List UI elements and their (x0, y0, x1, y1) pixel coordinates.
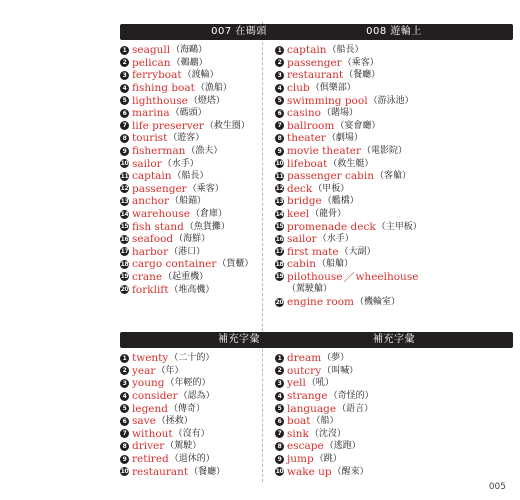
english-word: bridge (287, 195, 322, 208)
item-number-badge: 1 (120, 354, 129, 363)
item-number-badge: 9 (275, 147, 284, 156)
vocab-list (275, 352, 513, 478)
item-number-badge: 3 (275, 379, 284, 388)
vocab-row (275, 415, 513, 428)
chinese-translation: （拯救） (156, 416, 193, 427)
item-number-badge: 13 (275, 197, 284, 205)
english-word: movie theater (287, 145, 362, 158)
vocab-row (275, 440, 513, 453)
chinese-translation: （救生圈） (204, 120, 250, 131)
english-word: jump (287, 453, 314, 466)
english-word: lifeboat (287, 157, 328, 170)
vocab-row (275, 453, 513, 466)
item-number-badge: 7 (275, 121, 284, 130)
item-number-badge: 16 (275, 235, 284, 243)
item-number-badge: 8 (120, 134, 129, 143)
english-word: sailor (287, 233, 317, 246)
item-number-badge: 7 (120, 429, 129, 438)
chinese-translation: （宴會廳） (335, 120, 381, 131)
item-number-badge: 3 (120, 379, 129, 388)
chinese-translation: （大副） (339, 246, 376, 257)
item-number-badge: 2 (120, 58, 129, 67)
slash-separator: ／ (343, 270, 355, 284)
chinese-translation: （漁夫） (186, 146, 223, 157)
chinese-translation: （漁船） (195, 83, 232, 94)
english-word: young (132, 377, 165, 390)
item-number-badge: 20 (120, 286, 129, 294)
item-number-badge: 6 (120, 417, 129, 426)
item-number-badge: 14 (120, 210, 129, 218)
chinese-translation: （主甲板） (376, 221, 422, 232)
section-supplementary-vocab-right (275, 332, 513, 478)
chinese-translation: （奇怪的） (328, 391, 374, 402)
english-word: forklift (132, 283, 169, 296)
english-word: twenty (132, 352, 169, 365)
vocab-row (275, 82, 513, 95)
item-number-badge: 4 (120, 392, 129, 401)
chinese-translation: （退休的） (169, 454, 215, 465)
vocab-row (275, 57, 513, 70)
item-number-badge: 5 (275, 96, 284, 105)
english-word: warehouse (132, 208, 190, 221)
english-word: legend (132, 402, 168, 415)
english-word: anchor (132, 195, 170, 208)
chinese-translation: （跳） (314, 454, 342, 465)
item-number-badge: 2 (275, 366, 284, 375)
vocab-row (275, 145, 513, 158)
english-word: wake up (287, 465, 332, 478)
item-number-badge: 2 (120, 366, 129, 375)
chinese-translation: （駕駛） (165, 441, 202, 452)
english-word: restaurant (287, 69, 344, 82)
vocab-row (275, 170, 513, 183)
chinese-translation: （劇場） (326, 133, 363, 144)
section-header: 007 在碼頭 (120, 24, 358, 40)
vocab-row (275, 246, 513, 259)
english-word: captain (287, 44, 327, 57)
english-word: pelican (132, 56, 171, 69)
english-word: crane (132, 270, 163, 283)
chinese-translation: （乘客） (187, 183, 224, 194)
english-word: seagull (132, 44, 171, 57)
chinese-translation: （叫喊） (322, 365, 359, 376)
english-word: yell (287, 377, 306, 390)
english-word: passenger (287, 56, 342, 69)
english-word: fisherman (132, 145, 186, 158)
item-number-badge: 11 (275, 172, 284, 180)
chinese-translation: （艦橋） (322, 196, 359, 207)
item-number-badge: 17 (120, 248, 129, 256)
vocab-row (275, 428, 513, 441)
chinese-translation: （海鷗） (171, 45, 208, 56)
item-number-badge: 10 (120, 468, 129, 476)
english-word: language (287, 402, 337, 415)
chinese-translation: （傳奇） (169, 403, 206, 414)
chinese-translation: （遊客） (168, 133, 205, 144)
section-header: 補充字彙 (120, 332, 358, 348)
chinese-translation: （賭場） (321, 108, 358, 119)
english-word: harbor (132, 245, 169, 258)
vocab-row (275, 208, 513, 221)
item-number-badge: 6 (120, 109, 129, 118)
english-word: driver (132, 440, 165, 453)
chinese-translation: （鵜鶘） (171, 57, 208, 68)
vocab-row (275, 220, 513, 233)
chinese-translation: （船） (311, 416, 339, 427)
vocab-row (275, 233, 513, 246)
chinese-translation: （逃跑） (324, 441, 361, 452)
chinese-translation: （水手） (317, 234, 354, 245)
chinese-translation: （游泳池） (368, 95, 414, 106)
english-word: cabin (287, 258, 316, 271)
english-word: escape (287, 440, 324, 453)
vocab-row (275, 402, 513, 415)
chinese-translation: （甲板） (313, 183, 350, 194)
english-word: captain (132, 170, 172, 183)
english-word: dream (287, 352, 322, 365)
english-word: save (132, 415, 156, 428)
chinese-translation: （醒來） (332, 466, 369, 477)
chinese-translation: （認為） (178, 391, 215, 402)
english-word: life preserver (132, 119, 204, 132)
item-number-badge: 9 (120, 455, 129, 464)
item-number-badge: 13 (120, 197, 129, 205)
section-on-the-cruise-ship (275, 24, 513, 308)
item-number-badge: 20 (275, 298, 284, 306)
chinese-translation: （吼） (306, 378, 334, 389)
item-number-badge: 4 (120, 84, 129, 93)
english-word: deck (287, 182, 313, 195)
english-word: ferryboat (132, 69, 182, 82)
vocab-list (275, 44, 513, 308)
chinese-translation: （港口） (169, 246, 206, 257)
english-word: marina (132, 107, 170, 120)
chinese-translation: （水手） (162, 158, 199, 169)
vocab-row (275, 183, 513, 196)
item-number-badge: 5 (120, 96, 129, 105)
item-number-badge: 1 (275, 46, 284, 55)
vocab-row (275, 352, 513, 365)
item-number-badge: 2 (275, 58, 284, 67)
english-word: promenade deck (287, 220, 376, 233)
item-number-badge: 14 (275, 210, 284, 218)
english-word: fishing boat (132, 82, 195, 95)
english-word: restaurant (132, 465, 189, 478)
item-number-badge: 4 (275, 84, 284, 93)
chinese-translation: （船艙） (316, 259, 353, 270)
english-word-alt: wheelhouse (355, 270, 419, 283)
vocab-row (275, 157, 513, 170)
item-number-badge: 18 (120, 260, 129, 268)
vocab-row (275, 271, 513, 284)
item-number-badge: 6 (275, 417, 284, 426)
vocab-row (275, 258, 513, 271)
item-number-badge: 1 (275, 354, 284, 363)
chinese-translation: （乘客） (342, 57, 379, 68)
chinese-translation: （海鮮） (174, 234, 211, 245)
chinese-translation: （二十的） (169, 353, 215, 364)
chinese-translation: （餐廳） (189, 466, 226, 477)
chinese-translation: （堆高機） (169, 284, 215, 295)
english-word: year (132, 364, 156, 377)
item-number-badge: 11 (120, 172, 129, 180)
item-number-badge: 18 (275, 260, 284, 268)
item-number-badge: 15 (120, 223, 129, 231)
vocab-row (275, 44, 513, 57)
item-number-badge: 10 (275, 160, 284, 168)
section-header: 補充字彙 (275, 332, 513, 348)
item-number-badge: 9 (120, 147, 129, 156)
english-word: first mate (287, 245, 339, 258)
item-number-badge: 12 (275, 185, 284, 193)
chinese-translation: （夢） (322, 353, 350, 364)
item-number-badge: 16 (120, 235, 129, 243)
item-number-badge: 4 (275, 392, 284, 401)
english-word: ballroom (287, 119, 335, 132)
item-number-badge: 19 (120, 273, 129, 281)
english-word: keel (287, 208, 310, 221)
chinese-translation: （沒有） (173, 428, 210, 439)
chinese-translation: （碼頭） (170, 108, 207, 119)
english-word: theater (287, 132, 326, 145)
chinese-translation: （起重機） (163, 271, 209, 282)
english-word: sailor (132, 157, 162, 170)
vocab-row (275, 132, 513, 145)
english-word: casino (287, 107, 321, 120)
vocab-row (275, 390, 513, 403)
page-number: 005 (488, 482, 506, 492)
english-word: pilothouse (287, 270, 343, 283)
chinese-translation: （駕駛艙） (287, 284, 333, 295)
vocab-row (275, 377, 513, 390)
vocab-row (275, 120, 513, 133)
chinese-translation: （船錨） (170, 196, 207, 207)
chinese-translation: （龍骨） (310, 209, 347, 220)
chinese-translation: （沈沒） (309, 428, 346, 439)
english-word: swimming pool (287, 94, 368, 107)
chinese-translation: （救生艇） (328, 158, 374, 169)
english-word: strange (287, 390, 328, 403)
item-number-badge: 8 (275, 442, 284, 451)
english-word: outcry (287, 364, 322, 377)
english-word: tourist (132, 132, 168, 145)
english-word: cargo container (132, 258, 217, 271)
item-number-badge: 7 (120, 121, 129, 130)
vocab-row (275, 465, 513, 478)
chinese-translation: （年） (156, 365, 184, 376)
item-number-badge: 12 (120, 185, 129, 193)
vocab-row (275, 107, 513, 120)
vocab-row (275, 296, 513, 309)
chinese-translation: （語言） (337, 403, 374, 414)
item-number-badge: 6 (275, 109, 284, 118)
chinese-translation: （年輕的） (165, 378, 211, 389)
item-number-badge: 10 (120, 160, 129, 168)
english-word: seafood (132, 233, 174, 246)
chinese-translation: （餐廳） (344, 70, 381, 81)
english-word: fish stand (132, 220, 184, 233)
vocab-row (275, 365, 513, 378)
chinese-translation: （貨櫃） (217, 259, 254, 270)
chinese-translation: （船長） (172, 171, 209, 182)
english-word: engine room (287, 296, 354, 309)
english-word: boat (287, 415, 311, 428)
chinese-translation: （船長） (327, 45, 364, 56)
chinese-translation: （俱樂部） (310, 83, 356, 94)
vocab-row (275, 94, 513, 107)
english-word: club (287, 82, 310, 95)
chinese-translation: （燈塔） (188, 95, 225, 106)
item-number-badge: 19 (275, 273, 284, 281)
english-word: passenger cabin (287, 170, 375, 183)
english-word: lighthouse (132, 94, 188, 107)
item-number-badge: 1 (120, 46, 129, 55)
chinese-translation: （電影院） (362, 146, 408, 157)
item-number-badge: 10 (275, 468, 284, 476)
item-number-badge: 5 (275, 404, 284, 413)
english-word: passenger (132, 182, 187, 195)
item-number-badge: 3 (275, 71, 284, 80)
item-number-badge: 8 (275, 134, 284, 143)
item-number-badge: 8 (120, 442, 129, 451)
english-word: consider (132, 390, 178, 403)
chinese-translation: （客艙） (375, 171, 412, 182)
item-number-badge: 9 (275, 455, 284, 464)
vocab-row (275, 195, 513, 208)
item-number-badge: 7 (275, 429, 284, 438)
chinese-translation: （魚貨攤） (184, 221, 230, 232)
chinese-translation: （倉庫） (190, 209, 227, 220)
section-header: 008 遊輪上 (275, 24, 513, 40)
chinese-translation: （機輪室） (355, 297, 401, 308)
item-number-badge: 5 (120, 404, 129, 413)
chinese-translation: （渡輪） (182, 70, 219, 81)
english-word: without (132, 427, 173, 440)
item-number-badge: 3 (120, 71, 129, 80)
item-number-badge: 15 (275, 223, 284, 231)
item-number-badge: 17 (275, 248, 284, 256)
vocab-row (275, 69, 513, 82)
english-word: sink (287, 427, 309, 440)
english-word: retired (132, 453, 169, 466)
